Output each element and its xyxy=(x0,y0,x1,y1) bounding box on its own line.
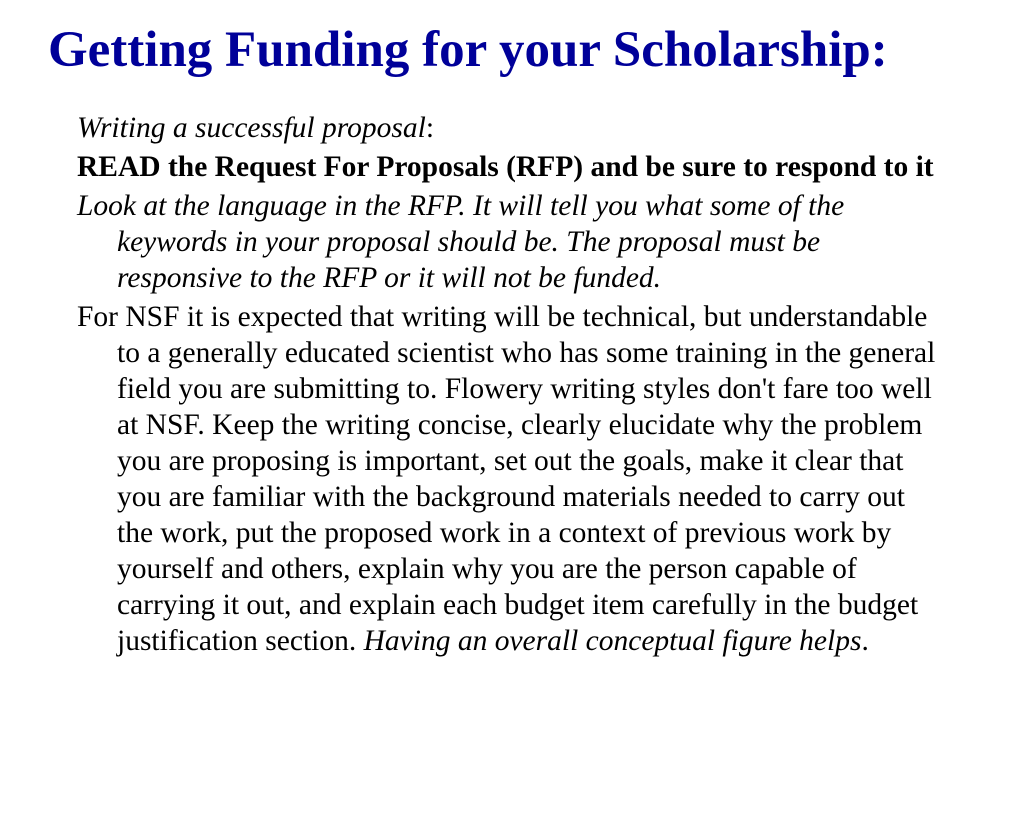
point-read-rfp: READ the Request For Proposals (RFP) and be sure to respond to it xyxy=(77,151,934,183)
slide-body xyxy=(77,110,947,659)
point-nsf-writing-text: For NSF it is expected that writing will be technical, but understandable to a generally educated scientist who has some training in the general field you are submitting to. Flowery writing styles don't fare too well at NSF. Keep the writing concise, clearly elucidate why the problem you are proposing is important, set out the goals, make it clear that you are familiar with the background materials needed to carry out the work, put the proposed work in a context of previous work by yourself and others, explain why you are the person capable of carrying it out, and explain each budget item carefully in the budget justification section. xyxy=(77,301,936,657)
point-nsf-emphasis: Having an overall conceptual figure helps xyxy=(363,625,862,657)
point-rfp-language: Look at the language in the RFP. It will tell you what some of the keywords in your proposal should be. The proposal must be responsive to the RFP or it will not be funded. xyxy=(77,190,845,294)
point-nsf-end: . xyxy=(861,625,869,657)
point-nsf-writing xyxy=(77,299,947,659)
section-heading-colon: : xyxy=(425,112,435,144)
section-heading-text: Writing a successful proposal xyxy=(77,112,426,144)
slide-title: Getting Funding for your Scholarship: xyxy=(48,22,888,78)
section-heading xyxy=(77,110,947,146)
